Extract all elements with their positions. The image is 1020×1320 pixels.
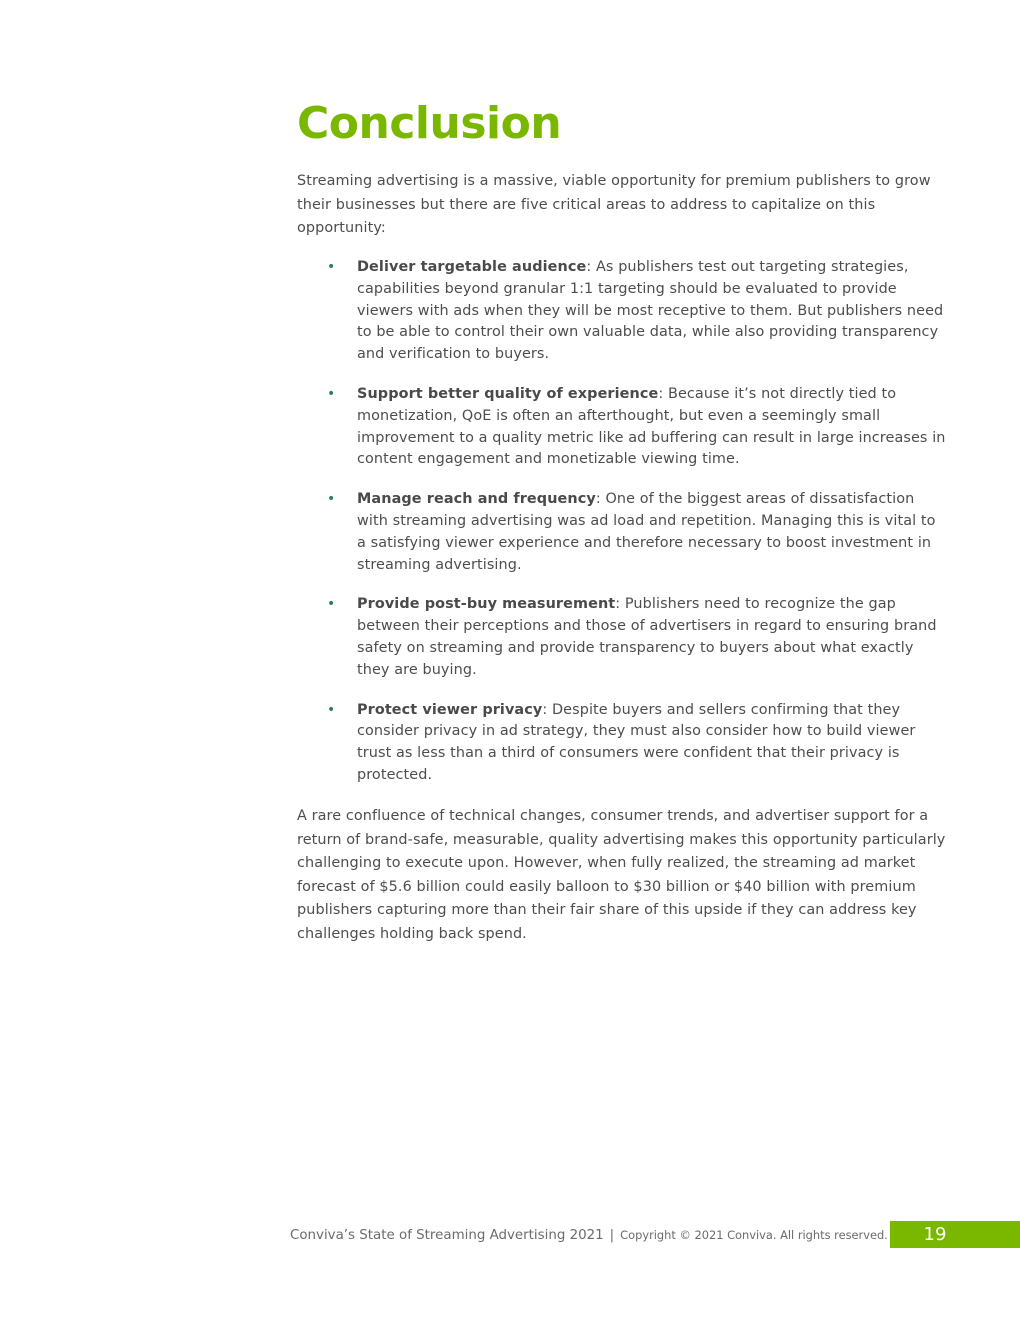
critical-areas-list — [297, 257, 947, 805]
list-item-text: : Publishers need to recognize the gap between their perceptions and those of advertisers in regard to ensuring brand safety on streaming and provide transparency to buyers about what exactly they are buying. — [357, 596, 937, 678]
list-item — [297, 700, 947, 787]
list-item — [297, 384, 947, 471]
page-title: Conclusion — [297, 98, 562, 149]
bullet-icon: • — [327, 385, 336, 402]
list-item-text: : As publishers test out targeting strategies, capabilities beyond granular 1:1 targeting should be evaluated to provide viewers with ads when they will be most receptive to them. But publishers need to be able to control their own valuable data, while also providing transparency and verification to buyers. — [357, 259, 944, 363]
page-number: 19 — [923, 1224, 947, 1245]
list-item-text: : Despite buyers and sellers confirming that they consider privacy in ad strategy, they must also consider how to build viewer trust as less than a third of consumers were confident that their privacy is protected. — [357, 701, 916, 783]
list-item — [297, 257, 947, 366]
footer-report-title: Conviva’s State of Streaming Advertising 2021 — [290, 1228, 604, 1243]
list-item-text: : Because it’s not directly tied to monetization, QoE is often an afterthought, but even a seemingly small improvement to a quality metric like ad buffering can result in large increases in content engagement and monetizable viewing time. — [357, 385, 946, 468]
list-item-term: Deliver targetable audience — [357, 259, 587, 275]
list-item-term: Protect viewer privacy — [357, 701, 543, 718]
list-item-term: Provide post-buy measurement — [357, 596, 616, 613]
page-footer — [290, 1223, 888, 1245]
bullet-icon: • — [327, 596, 336, 613]
list-item-text: : One of the biggest areas of dissatisfaction with streaming advertising was ad load and repetition. Managing this is vital to a satisfying viewer experience and therefore necessary to boost investment in streaming advertising. — [357, 491, 936, 573]
list-item — [297, 489, 947, 576]
intro-paragraph: Streaming advertising is a massive, viable opportunity for premium publishers to grow their businesses but there are five critical areas to address to capitalize on this opportunity: — [297, 173, 931, 236]
list-item — [297, 594, 947, 681]
closing-paragraph: A rare confluence of technical changes, consumer trends, and advertiser support for a return of brand-safe, measurable, quality advertising makes this opportunity particularly challenging to execute upon. However, when fully realized, the streaming ad market forecast of $5.6 billion could easily balloon to $30 billion or $40 billion with premium publishers capturing more than their fair share of this upside if they can address key challenges holding back spend. — [297, 808, 946, 942]
list-item-term: Manage reach and frequency — [357, 491, 596, 508]
list-item-term: Support better quality of experience — [357, 385, 659, 402]
footer-copyright: Copyright © 2021 Conviva. All rights reserved. — [620, 1228, 888, 1242]
bullet-icon: • — [327, 701, 336, 718]
footer-separator: | — [609, 1228, 615, 1243]
page-number-tab — [890, 1221, 1020, 1248]
bullet-icon: • — [327, 259, 336, 275]
bullet-icon: • — [327, 491, 336, 508]
